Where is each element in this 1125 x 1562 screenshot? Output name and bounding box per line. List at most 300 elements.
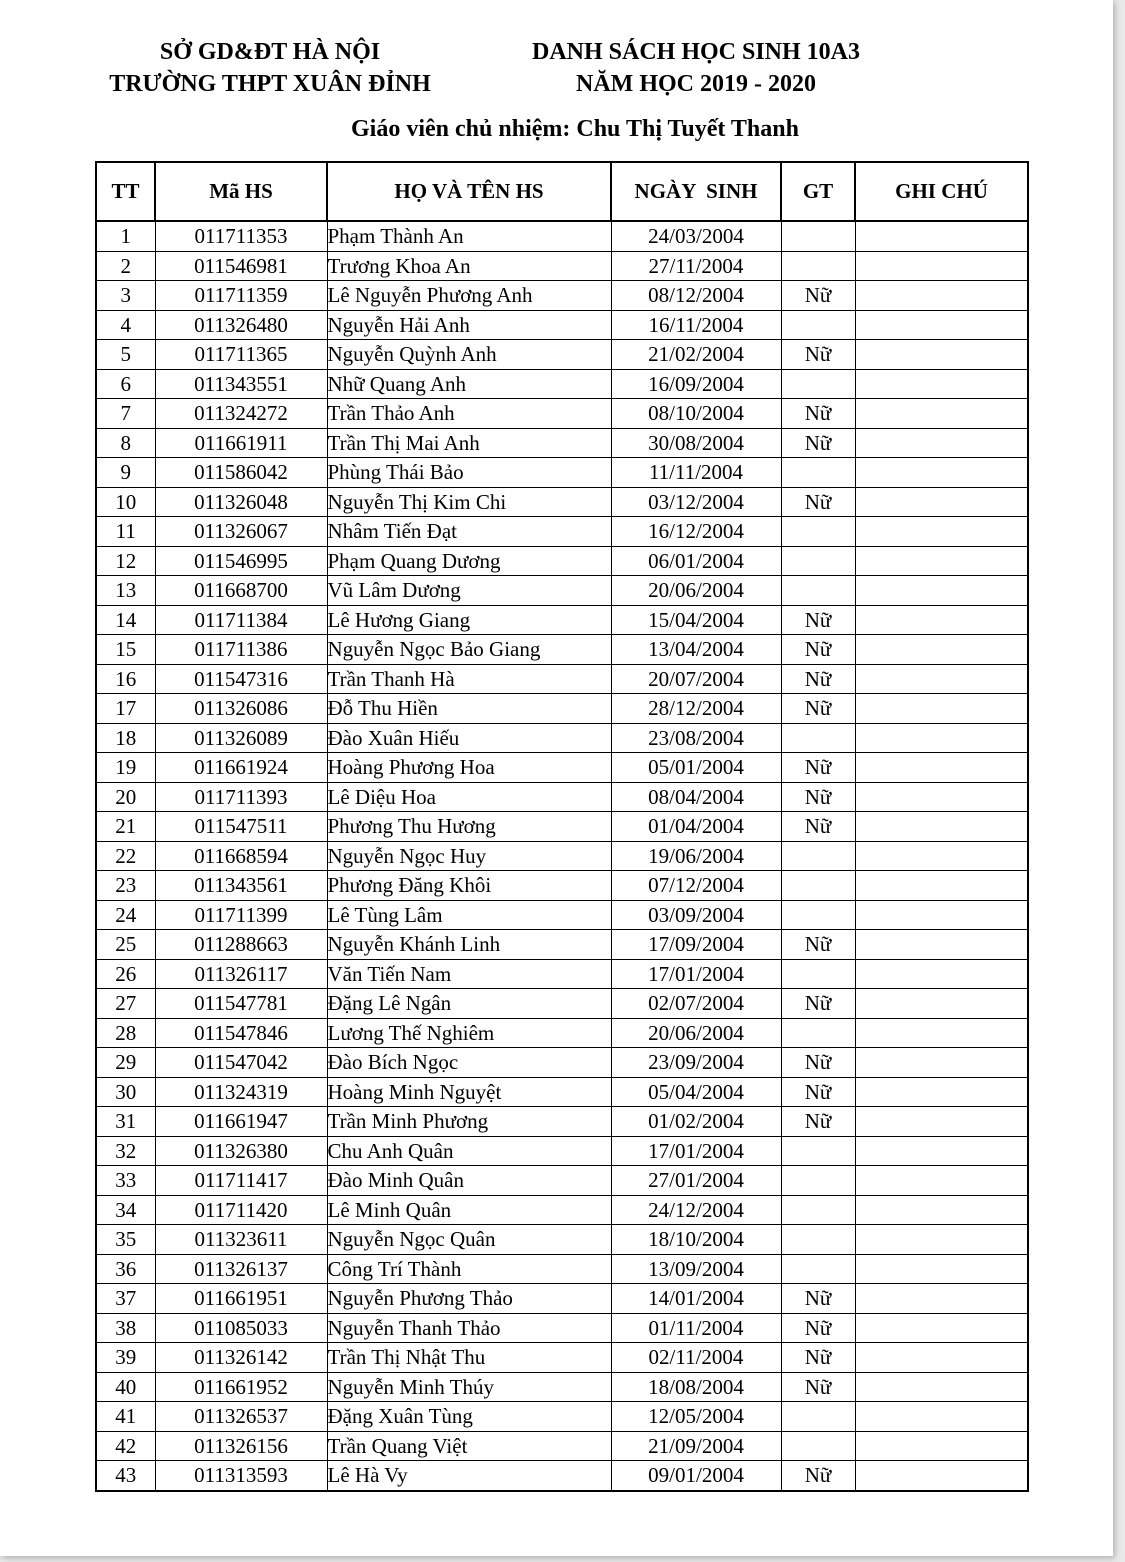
student-name: Vũ Lâm Dương [327,576,611,606]
gender [781,1254,855,1284]
gender: Nữ [781,930,855,960]
student-id: 011711384 [155,605,327,635]
birth-date: 27/01/2004 [611,1166,781,1196]
student-id: 011326048 [155,487,327,517]
column-header-student-id: Mã HS [155,162,327,221]
gender [781,1195,855,1225]
note [855,1431,1028,1461]
birth-date: 30/08/2004 [611,428,781,458]
note [855,959,1028,989]
student-name: Đặng Xuân Tùng [327,1402,611,1432]
gender [781,576,855,606]
row-number: 27 [96,989,155,1019]
note [855,1343,1028,1373]
note [855,1225,1028,1255]
birth-date: 28/12/2004 [611,694,781,724]
row-number: 30 [96,1077,155,1107]
birth-date: 02/11/2004 [611,1343,781,1373]
gender: Nữ [781,782,855,812]
table-row [96,281,1028,311]
gender: Nữ [781,1461,855,1491]
gender: Nữ [781,605,855,635]
student-name: Lê Nguyễn Phương Anh [327,281,611,311]
gender: Nữ [781,989,855,1019]
student-id: 011661911 [155,428,327,458]
student-name: Trần Thị Mai Anh [327,428,611,458]
table-row [96,369,1028,399]
table-row [96,694,1028,724]
student-id: 011324272 [155,399,327,429]
table-row [96,576,1028,606]
student-id: 011661951 [155,1284,327,1314]
student-id: 011343561 [155,871,327,901]
row-number: 22 [96,841,155,871]
table-row [96,871,1028,901]
student-name: Đào Bích Ngọc [327,1048,611,1078]
birth-date: 18/08/2004 [611,1372,781,1402]
gender: Nữ [781,399,855,429]
gender [781,251,855,281]
table-row [96,428,1028,458]
gender [781,517,855,547]
table-row [96,1313,1028,1343]
row-number: 37 [96,1284,155,1314]
table-row [96,605,1028,635]
birth-date: 08/10/2004 [611,399,781,429]
note [855,1107,1028,1137]
gender: Nữ [781,1343,855,1373]
gender [781,871,855,901]
student-id: 011326480 [155,310,327,340]
gender: Nữ [781,281,855,311]
student-name: Lê Minh Quân [327,1195,611,1225]
row-number: 36 [96,1254,155,1284]
row-number: 14 [96,605,155,635]
student-name: Lê Tùng Lâm [327,900,611,930]
table-row [96,1461,1028,1491]
table-row [96,1048,1028,1078]
birth-date: 20/07/2004 [611,664,781,694]
student-name: Trần Quang Việt [327,1431,611,1461]
birth-date: 01/04/2004 [611,812,781,842]
row-number: 43 [96,1461,155,1491]
table-row [96,1254,1028,1284]
student-id: 011288663 [155,930,327,960]
row-number: 25 [96,930,155,960]
birth-date: 21/09/2004 [611,1431,781,1461]
student-id: 011546995 [155,546,327,576]
student-id: 011326537 [155,1402,327,1432]
table-row [96,900,1028,930]
gender [781,1402,855,1432]
homeroom-teacher: Giáo viên chủ nhiệm: Chu Thị Tuyết Thanh [351,116,799,142]
table-row [96,1195,1028,1225]
note [855,399,1028,429]
note [855,340,1028,370]
note [855,1166,1028,1196]
birth-date: 03/09/2004 [611,900,781,930]
student-name: Hoàng Phương Hoa [327,753,611,783]
note [855,1018,1028,1048]
gender [781,841,855,871]
row-number: 31 [96,1107,155,1137]
row-number: 10 [96,487,155,517]
student-name: Công Trí Thành [327,1254,611,1284]
student-id: 011313593 [155,1461,327,1491]
row-number: 9 [96,458,155,488]
birth-date: 03/12/2004 [611,487,781,517]
gender [781,458,855,488]
row-number: 15 [96,635,155,665]
note [855,635,1028,665]
student-id: 011324319 [155,1077,327,1107]
table-row [96,1343,1028,1373]
student-name: Đào Xuân Hiếu [327,723,611,753]
note [855,694,1028,724]
note [855,1254,1028,1284]
student-name: Lê Diệu Hoa [327,782,611,812]
row-number: 24 [96,900,155,930]
table-row [96,723,1028,753]
table-row [96,1107,1028,1137]
table-header-row [96,162,1028,221]
student-id: 011668700 [155,576,327,606]
student-name: Nhữ Quang Anh [327,369,611,399]
row-number: 29 [96,1048,155,1078]
note [855,1048,1028,1078]
student-id: 011711420 [155,1195,327,1225]
table-row [96,930,1028,960]
student-name: Lương Thế Nghiêm [327,1018,611,1048]
row-number: 19 [96,753,155,783]
birth-date: 23/08/2004 [611,723,781,753]
table-row [96,1402,1028,1432]
table-row [96,782,1028,812]
gender: Nữ [781,1372,855,1402]
birth-date: 12/05/2004 [611,1402,781,1432]
student-name: Văn Tiến Nam [327,959,611,989]
row-number: 33 [96,1166,155,1196]
table-row [96,310,1028,340]
row-number: 28 [96,1018,155,1048]
student-name: Lê Hương Giang [327,605,611,635]
student-name: Nguyễn Khánh Linh [327,930,611,960]
student-name: Phương Đăng Khôi [327,871,611,901]
gender [781,546,855,576]
student-name: Đỗ Thu Hiền [327,694,611,724]
student-id: 011326086 [155,694,327,724]
row-number: 23 [96,871,155,901]
table-row [96,812,1028,842]
gender: Nữ [781,1048,855,1078]
birth-date: 17/01/2004 [611,1136,781,1166]
table-row [96,841,1028,871]
student-id: 011711386 [155,635,327,665]
birth-date: 08/12/2004 [611,281,781,311]
table-row [96,635,1028,665]
birth-date: 21/02/2004 [611,340,781,370]
row-number: 8 [96,428,155,458]
student-name: Phùng Thái Bảo [327,458,611,488]
birth-date: 01/11/2004 [611,1313,781,1343]
table-row [96,340,1028,370]
student-name: Phạm Thành An [327,221,611,251]
birth-date: 09/01/2004 [611,1461,781,1491]
table-row [96,221,1028,251]
student-name: Phạm Quang Dương [327,546,611,576]
gender [781,723,855,753]
note [855,281,1028,311]
row-number: 12 [96,546,155,576]
student-id: 011711393 [155,782,327,812]
student-id: 011661952 [155,1372,327,1402]
table-row [96,458,1028,488]
table-row [96,251,1028,281]
birth-date: 05/01/2004 [611,753,781,783]
row-number: 42 [96,1431,155,1461]
birth-date: 27/11/2004 [611,251,781,281]
student-id: 011668594 [155,841,327,871]
note [855,930,1028,960]
student-id: 011547042 [155,1048,327,1078]
row-number: 20 [96,782,155,812]
student-name: Lê Hà Vy [327,1461,611,1491]
note [855,517,1028,547]
note [855,1195,1028,1225]
birth-date: 17/01/2004 [611,959,781,989]
student-id: 011326380 [155,1136,327,1166]
table-row [96,959,1028,989]
gender [781,1431,855,1461]
birth-date: 05/04/2004 [611,1077,781,1107]
note [855,458,1028,488]
row-number: 38 [96,1313,155,1343]
school-header [80,36,460,100]
student-id: 011661924 [155,753,327,783]
student-name: Phương Thu Hương [327,812,611,842]
row-number: 3 [96,281,155,311]
student-name: Hoàng Minh Nguyệt [327,1077,611,1107]
note [855,782,1028,812]
table-row [96,1225,1028,1255]
student-name: Trần Minh Phương [327,1107,611,1137]
note [855,487,1028,517]
birth-date: 16/09/2004 [611,369,781,399]
student-id: 011343551 [155,369,327,399]
row-number: 1 [96,221,155,251]
row-number: 39 [96,1343,155,1373]
row-number: 13 [96,576,155,606]
gender: Nữ [781,664,855,694]
note [855,1402,1028,1432]
student-name: Nguyễn Ngọc Huy [327,841,611,871]
note [855,841,1028,871]
school-year: NĂM HỌC 2019 - 2020 [576,71,816,97]
table-row [96,1166,1028,1196]
birth-date: 11/11/2004 [611,458,781,488]
row-number: 16 [96,664,155,694]
gender [781,1225,855,1255]
birth-date: 01/02/2004 [611,1107,781,1137]
gender [781,221,855,251]
row-number: 4 [96,310,155,340]
gender: Nữ [781,694,855,724]
note [855,871,1028,901]
note [855,812,1028,842]
table-row [96,1018,1028,1048]
student-name: Nguyễn Minh Thúy [327,1372,611,1402]
birth-date: 24/12/2004 [611,1195,781,1225]
student-id: 011085033 [155,1313,327,1343]
note [855,576,1028,606]
birth-date: 18/10/2004 [611,1225,781,1255]
gender: Nữ [781,1107,855,1137]
row-number: 18 [96,723,155,753]
note [855,753,1028,783]
table-row [96,1372,1028,1402]
gender [781,900,855,930]
birth-date: 08/04/2004 [611,782,781,812]
student-id: 011661947 [155,1107,327,1137]
birth-date: 16/11/2004 [611,310,781,340]
student-name: Nguyễn Quỳnh Anh [327,340,611,370]
student-name: Trần Thị Nhật Thu [327,1343,611,1373]
gender: Nữ [781,340,855,370]
note [855,1372,1028,1402]
student-name: Chu Anh Quân [327,1136,611,1166]
note [855,221,1028,251]
row-number: 35 [96,1225,155,1255]
table-row [96,517,1028,547]
table-body [96,221,1028,1491]
gender: Nữ [781,487,855,517]
student-name: Nguyễn Phương Thảo [327,1284,611,1314]
student-id: 011711359 [155,281,327,311]
student-id: 011326137 [155,1254,327,1284]
table-row [96,753,1028,783]
student-id: 011711365 [155,340,327,370]
row-number: 7 [96,399,155,429]
school-name: TRƯỜNG THPT XUÂN ĐỈNH [109,71,431,97]
student-id: 011547781 [155,989,327,1019]
student-name: Nguyễn Thanh Thảo [327,1313,611,1343]
gender: Nữ [781,428,855,458]
student-name: Nguyễn Ngọc Quân [327,1225,611,1255]
birth-date: 20/06/2004 [611,576,781,606]
row-number: 32 [96,1136,155,1166]
row-number: 26 [96,959,155,989]
row-number: 5 [96,340,155,370]
student-name: Trần Thanh Hà [327,664,611,694]
gender: Nữ [781,1313,855,1343]
row-number: 34 [96,1195,155,1225]
note [855,369,1028,399]
birth-date: 17/09/2004 [611,930,781,960]
student-name: Đào Minh Quân [327,1166,611,1196]
birth-date: 07/12/2004 [611,871,781,901]
student-id: 011326117 [155,959,327,989]
row-number: 40 [96,1372,155,1402]
birth-date: 14/01/2004 [611,1284,781,1314]
student-id: 011326089 [155,723,327,753]
table-row [96,1136,1028,1166]
birth-date: 24/03/2004 [611,221,781,251]
birth-date: 23/09/2004 [611,1048,781,1078]
column-header-full-name: HỌ VÀ TÊN HS [327,162,611,221]
birth-date: 13/09/2004 [611,1254,781,1284]
table-row [96,1284,1028,1314]
department-name: SỞ GD&ĐT HÀ NỘI [159,39,381,65]
column-header-tt: TT [96,162,155,221]
list-title: DANH SÁCH HỌC SINH 10A3 [531,39,861,65]
note [855,428,1028,458]
birth-date: 13/04/2004 [611,635,781,665]
note [855,1077,1028,1107]
note [855,310,1028,340]
table-row [96,1431,1028,1461]
note [855,251,1028,281]
student-id: 011546981 [155,251,327,281]
gender [781,959,855,989]
table-row [96,664,1028,694]
student-name: Trương Khoa An [327,251,611,281]
birth-date: 20/06/2004 [611,1018,781,1048]
list-header [500,36,892,100]
student-name: Nhâm Tiến Đạt [327,517,611,547]
gender: Nữ [781,753,855,783]
student-id: 011547846 [155,1018,327,1048]
note [855,1284,1028,1314]
column-header-birth-date: NGÀY SINH [611,162,781,221]
birth-date: 02/07/2004 [611,989,781,1019]
note [855,1461,1028,1491]
student-name: Trần Thảo Anh [327,399,611,429]
row-number: 41 [96,1402,155,1432]
student-name: Nguyễn Hải Anh [327,310,611,340]
note [855,1136,1028,1166]
note [855,989,1028,1019]
student-id: 011711417 [155,1166,327,1196]
gender: Nữ [781,1284,855,1314]
note [855,1313,1028,1343]
row-number: 6 [96,369,155,399]
table-row [96,487,1028,517]
gender [781,1166,855,1196]
table-row [96,546,1028,576]
table-row [96,989,1028,1019]
gender: Nữ [781,812,855,842]
row-number: 2 [96,251,155,281]
student-id: 011326142 [155,1343,327,1373]
student-id: 011586042 [155,458,327,488]
student-name: Đặng Lê Ngân [327,989,611,1019]
student-name: Nguyễn Ngọc Bảo Giang [327,635,611,665]
birth-date: 19/06/2004 [611,841,781,871]
note [855,723,1028,753]
student-roster-table [95,161,1029,1492]
student-id: 011711353 [155,221,327,251]
note [855,546,1028,576]
row-number: 17 [96,694,155,724]
column-header-notes: GHI CHÚ [855,162,1028,221]
birth-date: 16/12/2004 [611,517,781,547]
note [855,605,1028,635]
gender [781,1018,855,1048]
table-row [96,399,1028,429]
gender: Nữ [781,635,855,665]
birth-date: 15/04/2004 [611,605,781,635]
student-id: 011711399 [155,900,327,930]
